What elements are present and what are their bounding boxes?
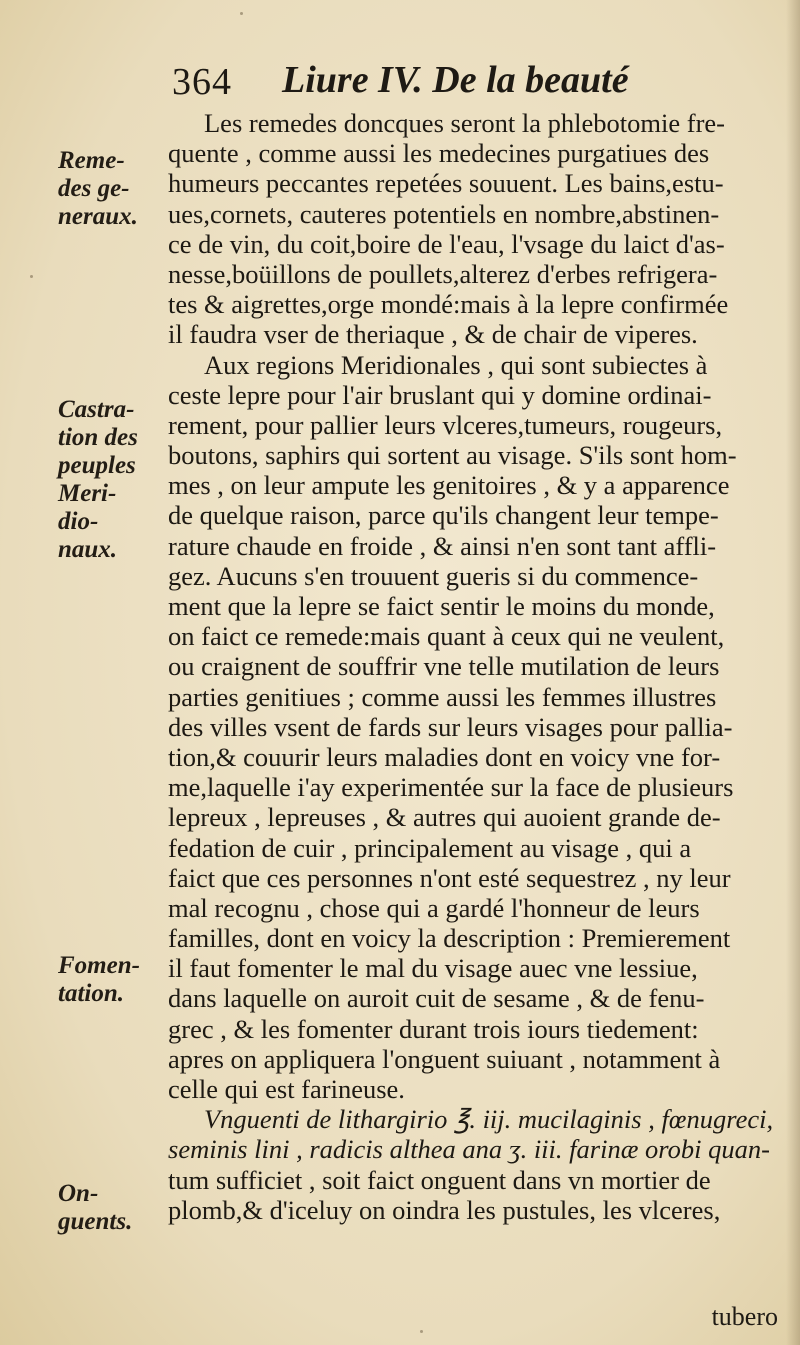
text-line: rement, pour pallier leurs vlceres,tumeurs, rougeurs, — [168, 409, 723, 440]
text-line: ce de vin, du coit,boire de l'eau, l'vsage du laict d'as- — [168, 228, 725, 259]
text-line: mal recognu , chose qui a gardé l'honneur de leurs — [168, 892, 700, 923]
text-line: il faut fomenter le mal du visage auec vne lessiue, — [168, 953, 698, 984]
margin-note-line: Meri- — [58, 480, 117, 507]
text-line: fedation de cuir , principalement au visage , qui a — [168, 832, 692, 863]
text-line: faict que ces personnes n'ont esté sequestrez , ny leur — [168, 862, 731, 893]
margin-note-line: guents. — [58, 1208, 133, 1235]
margin-note-line: Fomen- — [58, 952, 140, 979]
text-line: humeurs peccantes repetées souuent. Les bains,estu- — [168, 168, 724, 199]
text-line: gez. Aucuns s'en trouuent gueris si du commence- — [168, 560, 699, 591]
text-line: ment que la lepre se faict sentir le moins du monde, — [168, 591, 715, 621]
paper-speck — [30, 275, 33, 278]
text-line: plomb,& d'iceluy on oindra les pustules, les vlceres, — [168, 1194, 721, 1225]
text-line: dans laquelle on auroit cuit de sesame , & de fenu- — [168, 983, 705, 1014]
paper-speck — [240, 12, 243, 15]
text-line: de quelque raison, parce qu'ils changent leur tempe- — [168, 500, 719, 531]
text-line: familles, dont en voicy la description : Premierement — [168, 923, 731, 954]
margin-note-line: Castra- — [58, 396, 135, 423]
text-line: boutons, saphirs qui sortent au visage. S'ils sont hom- — [168, 440, 737, 471]
margin-note-line: dio- — [58, 508, 99, 535]
margin-note-castration — [58, 396, 158, 564]
text-line: il faudra vser de theriaque , & de chair de viperes. — [168, 319, 698, 350]
margin-note-line: tation. — [58, 980, 124, 1007]
body-text — [168, 108, 790, 1225]
text-line: rature chaude en froide , & ainsi n'en sont tant affli- — [168, 530, 717, 561]
page-number: 364 — [172, 61, 232, 103]
running-title: Liure IV. De la beauté — [282, 59, 629, 101]
text-line: grec , & les fomenter durant trois iours tiedement: — [168, 1013, 699, 1044]
margin-note-line: tion des — [58, 424, 138, 451]
text-line: parties genitiues ; comme aussi les femmes illustres — [168, 681, 717, 712]
text-line: mes , on leur ampute les genitoires , & y a apparence — [168, 470, 730, 501]
text-line: quente , comme aussi les medecines purgatiues des — [168, 138, 710, 169]
margin-note-line: naux. — [58, 536, 118, 563]
text-line: Les remedes doncques seront la phlebotomie fre- — [204, 108, 725, 138]
page-header — [172, 58, 692, 106]
margin-note-onguents — [58, 1180, 158, 1236]
text-line: des villes vsent de fards sur leurs visages pour pallia- — [168, 711, 733, 742]
margin-note-line: On- — [58, 1180, 99, 1207]
text-line: lepreux , lepreuses , & autres qui auoient grande de- — [168, 802, 721, 833]
text-line: on faict ce remede:mais quant à ceux qui ne veulent, — [168, 621, 725, 652]
margin-note-line: des ge- — [58, 175, 130, 202]
text-line: tum sufficiet , soit faict onguent dans vn mortier de — [168, 1164, 711, 1195]
margin-note-line: neraux. — [58, 203, 138, 230]
paper-speck — [420, 1330, 423, 1333]
catchword: tubero — [711, 1302, 778, 1331]
text-line: ou craignent de souffrir vne telle mutilation de leurs — [168, 651, 720, 682]
text-line: Aux regions Meridionales , qui sont subiectes à — [204, 349, 708, 380]
text-line: me,laquelle i'ay experimentée sur la face de plusieurs — [168, 772, 734, 803]
text-line: tion,& couurir leurs maladies dont en voicy vne for- — [168, 741, 721, 772]
text-line-latin: seminis lini , radicis althea ana ʒ. iii. farinæ orobi quan- — [168, 1134, 770, 1165]
text-line: ues,cornets, cauteres potentiels en nombre,abstinen- — [168, 198, 720, 229]
text-line: celle qui est farineuse. — [168, 1074, 405, 1104]
margin-note-remedes — [58, 147, 158, 231]
text-line: apres on appliquera l'onguent suiuant , notamment à — [168, 1043, 721, 1074]
text-line: ceste lepre pour l'air bruslant qui y domine ordinai- — [168, 379, 712, 410]
text-line: nesse,boüillons de poullets,alterez d'erbes refrigera- — [168, 258, 718, 289]
margin-note-line: peuples — [58, 452, 136, 479]
text-line: tes & aigrettes,orge mondé:mais à la lepre confirmée — [168, 289, 729, 320]
margin-note-line: Reme- — [58, 147, 125, 174]
text-line-latin: Vnguenti de lithargirio ℥. iij. mucilaginis , fœnugreci, — [204, 1104, 774, 1135]
margin-note-fomentation — [58, 952, 158, 1008]
